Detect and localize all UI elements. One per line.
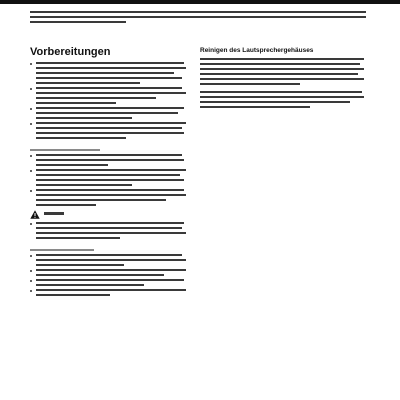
bullet-icon (30, 290, 32, 292)
subheading-cleaning-notes (30, 242, 188, 249)
subheading-safety-notes (30, 142, 188, 149)
list-item (30, 169, 188, 186)
list-item (30, 122, 188, 139)
bullet-icon (30, 270, 32, 272)
list-item (30, 289, 188, 296)
left-column (30, 46, 188, 358)
paragraph (200, 91, 366, 108)
warning-text (30, 222, 188, 239)
list-item (30, 87, 188, 104)
bullet-icon (30, 190, 32, 192)
list-item (30, 189, 188, 206)
list-item (30, 107, 188, 119)
bullet-list-safety (30, 154, 188, 206)
bullet-icon (30, 223, 32, 225)
bullet-icon (30, 255, 32, 257)
list-item (30, 269, 188, 276)
section-heading-cleaning: Reinigen des Lautsprechergehäuses (200, 47, 314, 54)
bullet-icon (30, 280, 32, 282)
bullet-icon (30, 88, 32, 90)
warning-notice (30, 210, 188, 219)
bullet-list-preparations (30, 62, 188, 139)
list-item (30, 254, 188, 266)
bullet-icon (30, 108, 32, 110)
bullet-icon (30, 155, 32, 157)
section-heading-preparations: Vorbereitungen (30, 46, 111, 58)
list-item (30, 279, 188, 286)
header-rule (0, 0, 400, 4)
warning-triangle-icon (30, 210, 40, 219)
bullet-icon (30, 123, 32, 125)
list-item (30, 154, 188, 166)
bullet-list-cleaning (30, 254, 188, 296)
intro-paragraph (30, 11, 366, 37)
bullet-icon (30, 63, 32, 65)
bullet-icon (30, 170, 32, 172)
warning-label (44, 212, 64, 215)
right-column (200, 46, 366, 358)
list-item (30, 62, 188, 84)
paragraph (200, 58, 366, 85)
list-item (30, 222, 188, 239)
